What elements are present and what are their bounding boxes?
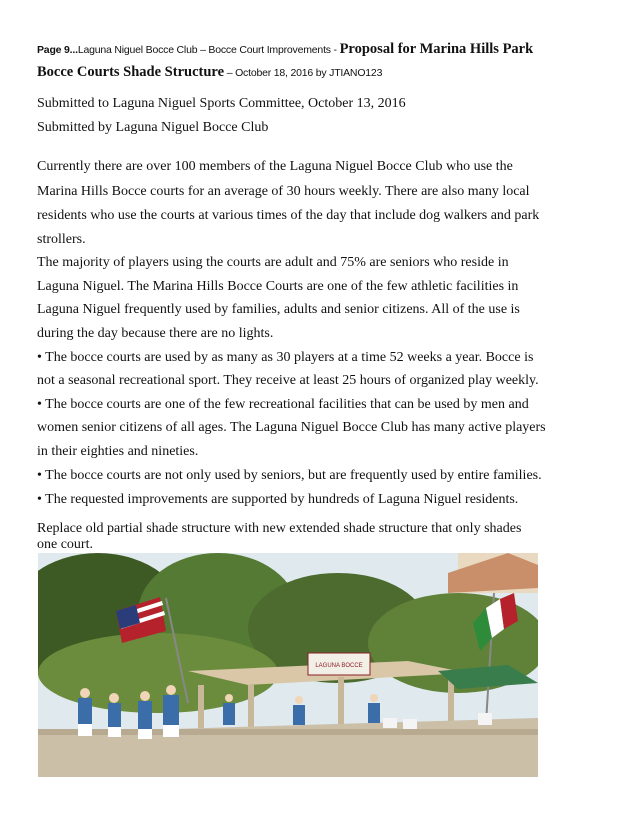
paragraph-line: • The requested improvements are supported by hundreds of Laguna Niguel residents.	[37, 492, 519, 507]
paragraph-line: Currently there are over 100 members of the Laguna Niguel Bocce Club who use the	[37, 159, 513, 174]
paragraph-line: not a seasonal recreational sport. They receive at least 25 hours of organized play weekly.	[37, 373, 539, 388]
paragraph-line: The majority of players using the courts are adult and 75% are seniors who reside in	[37, 255, 509, 270]
paragraph-line: during the day because there are no lights.	[37, 326, 274, 341]
paragraph-line: in their eighties and nineties.	[37, 444, 199, 459]
paragraph-line: Marina Hills Bocce courts for an average of 30 hours weekly. There are also many local	[37, 184, 530, 199]
paragraph-line: • The bocce courts are one of the few recreational facilities that can be used by men and	[37, 397, 529, 412]
caption-line: Replace old partial shade structure with new extended shade structure that only shades	[37, 521, 522, 536]
paragraph-line: Laguna Niguel. The Marina Hills Bocce Courts are one of the few athletic facilities in	[37, 279, 519, 294]
proposal-title-line1: Proposal for Marina Hills Park	[339, 41, 534, 57]
banner-text: LAGUNA BOCCE	[315, 663, 363, 669]
paragraph-line: Laguna Niguel frequently used by families, adults and senior citizens. All of the use is	[37, 302, 520, 317]
bocce-court-photo	[38, 553, 538, 777]
caption-line: one court.	[37, 537, 93, 552]
proposal-title-line2: Bocce Courts Shade Structure	[37, 64, 225, 80]
paragraph-line: women senior citizens of all ages. The Laguna Niguel Bocce Club has many active players	[37, 420, 546, 435]
submitted-to: Submitted to Laguna Niguel Sports Committee, October 13, 2016	[37, 96, 406, 111]
page-header	[37, 38, 603, 84]
date-author: – October 18, 2016 by JTIANO123	[224, 67, 383, 79]
paragraph-line: strollers.	[37, 232, 86, 247]
page-label: Page 9...	[37, 44, 78, 56]
submitted-by: Submitted by Laguna Niguel Bocce Club	[37, 120, 269, 135]
doc-title: Laguna Niguel Bocce Club – Bocce Court Improvements -	[77, 44, 340, 56]
paragraph-line: • The bocce courts are not only used by seniors, but are frequently used by entire families.	[37, 468, 542, 483]
paragraph-line: residents who use the courts at various times of the day that include dog walkers and park	[37, 208, 540, 223]
paragraph-line: • The bocce courts are used by as many as 30 players at a time 52 weeks a year. Bocce is	[37, 350, 534, 365]
